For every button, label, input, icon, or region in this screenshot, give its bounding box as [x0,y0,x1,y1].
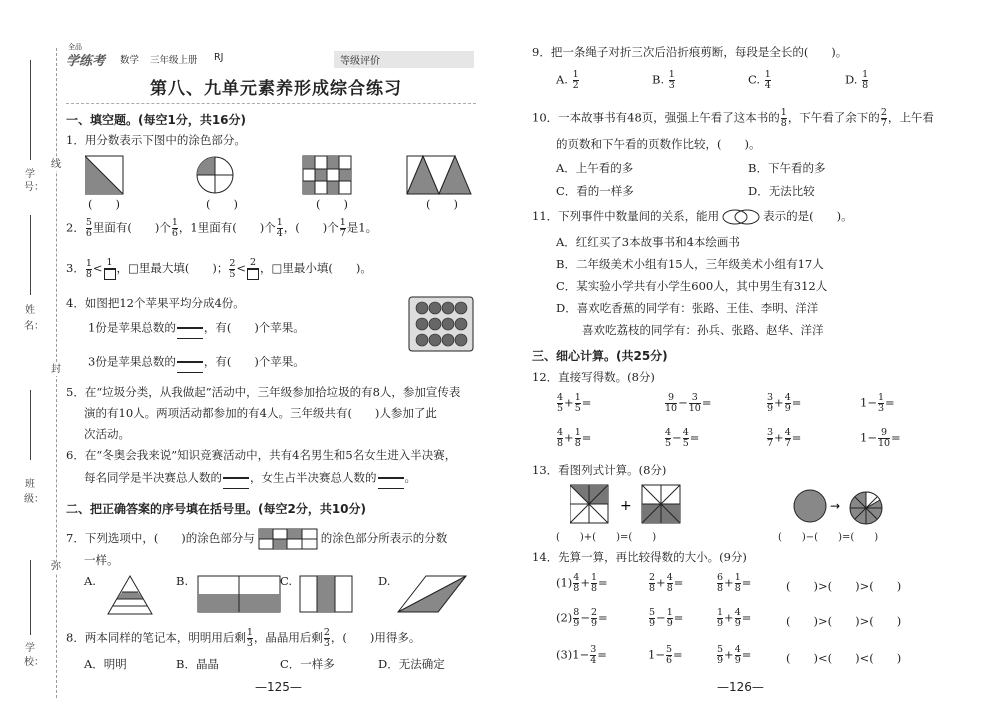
name-line [30,215,31,295]
compare-blank-2[interactable]: ( )>( )>( ) [786,614,902,628]
q10-option-a[interactable]: A．上午看的多 [556,161,634,175]
svg-text:→: → [830,499,841,513]
book-volume: 三年级上册 [150,55,198,66]
calc-item: 1− $\frac{1}{3}$ = [860,392,895,414]
question-7: 7．下列选项中，( )的涂色部分与 的涂色部分所表示的分数 [66,528,447,550]
svg-text:+: + [620,498,632,514]
question-10: 10．一本故事书有48页，强强上午看了这本书的 $\frac{1}{8}$ ，下午看了余下的 $\frac{2}{7}$ ，上午看 [532,107,934,129]
margin-label: 封 [51,364,61,375]
q11-option-d-line2: 喜欢吃荔枝的同学有：孙兵、张路、赵华、洋洋 [582,323,824,337]
option-c-rect [300,576,352,612]
calc-item: 1− $\frac{5}{6}$ = [648,644,683,666]
calc-item: $\frac{4}{5}$ − $\frac{4}{5}$ = [665,427,700,449]
q10-option-b[interactable]: B．下午看的多 [748,161,826,175]
question-10-cont: 的页数和下午看的页数作比较，( )。 [556,137,761,151]
calc-item: $\frac{5}{9}$ − $\frac{1}{9}$ = [649,607,684,629]
answer-blank[interactable]: ( ) [316,197,348,211]
option-b-rect [198,576,280,612]
grade-label: 等级评价 [334,51,474,68]
fraction: $\frac{1}{7}$ [339,217,346,239]
q11-option-a[interactable]: A．红红买了3本故事书和4本绘画书 [556,235,740,249]
q13-figures [570,484,900,526]
q9-option-d[interactable]: D. $\frac{1}{8}$ [845,69,869,91]
q8-option-a[interactable]: A．明明 [84,657,127,671]
calc-item: $\frac{3}{7}$ + $\frac{4}{7}$ = [767,427,802,449]
page-title: 第八、九单元素养形成综合练习 [150,79,402,99]
question-1: 1．用分数表示下图中的涂色部分。 [66,133,246,147]
option-d-parallelogram [398,576,466,612]
compare-blank-1[interactable]: ( )>( )>( ) [786,579,902,593]
section-3-heading: 三、细心计算。(共25分) [532,349,668,363]
margin-label: 姓 [25,305,35,316]
fraction: $\frac{1}{6}$ [171,217,178,239]
calc-item: $\frac{6}{8}$ + $\frac{1}{8}$ = [717,572,752,594]
question-5-line3: 次活动。 [84,427,130,441]
figure-grid-rects [303,156,351,194]
calc-item: $\frac{1}{9}$ + $\frac{4}{9}$ = [717,607,752,629]
q9-option-b[interactable]: B. $\frac{1}{3}$ [652,69,675,91]
question-8: 8．两本同样的笔记本，明明用后剩 $\frac{1}{3}$ ，晶晶用后剩 $\frac{2}{3}$ ，( )用得多。 [66,627,421,649]
margin-label: 校： [24,657,44,668]
calc-item: $\frac{5}{9}$ + $\frac{4}{9}$ = [717,644,752,666]
q9-option-a[interactable]: A. $\frac{1}{2}$ [556,69,579,91]
q10-option-c[interactable]: C．看的一样多 [556,184,634,198]
subject: 数学 [120,55,140,66]
margin-label: 弥 [51,561,61,572]
compare-row-1: (1) $\frac{4}{8}$ + $\frac{1}{8}$ = [556,572,608,594]
square-eighths-b [642,485,680,523]
compare-row-3: (3)1− $\frac{3}{4}$ = [556,644,607,666]
fraction: $\frac{1}{4}$ [276,217,283,239]
question-6-line2: 每名同学是半决赛总人数的 ，女生占半决赛总人数的 。 [84,468,416,489]
compare-row-2: (2) $\frac{8}{9}$ − $\frac{2}{9}$ = [556,607,608,629]
answer-blank[interactable]: ( ) [426,197,458,211]
answer-blank[interactable]: ( ) [206,197,238,211]
margin-label: 号： [24,182,44,193]
question-14: 14．先算一算，再比较得数的大小。(9分) [532,550,747,564]
question-4-part2: 3份是苹果总数的 ，有( )个苹果。 [88,352,305,373]
q8-option-c[interactable]: C．一样多 [280,657,335,671]
brand-logo-small: 全品 [68,43,82,51]
question-6-line1: 6．在“冬奥会我来说”知识竞赛活动中，共有4名男生和5名女生进入半决赛， [66,448,457,462]
circle-cut [850,492,882,524]
q7-option-b-label[interactable]: B. [176,574,189,588]
calc-item: $\frac{3}{9}$ + $\frac{4}{9}$ = [767,392,802,414]
margin-label: 学 [25,643,35,654]
page-header [66,43,476,69]
q7-option-c-label[interactable]: C. [280,574,293,588]
calc-item: $\frac{2}{8}$ + $\frac{4}{8}$ = [649,572,684,594]
fraction: $\frac{5}{6}$ [85,217,92,239]
q8-option-b[interactable]: B．晶晶 [176,657,219,671]
q7-reference-figure [258,528,318,550]
calc-item: 1− $\frac{9}{10}$ = [860,427,901,449]
school-line [30,560,31,635]
figure-circle-quarters [197,157,233,193]
apple-tray-image [408,296,474,352]
section-1-heading: 一、填空题。(每空1分，共16分) [66,113,247,127]
option-a-triangle [108,576,152,614]
circle-full [794,490,826,522]
class-line [30,390,31,460]
question-9: 9．把一条绳子对折三次后沿折痕剪断，每段是全长的( )。 [532,45,848,59]
divider [66,103,476,104]
q7-option-a-label[interactable]: A. [84,574,96,588]
margin-label: 名： [24,321,44,332]
question-5-line1: 5．在“垃圾分类，从我做起”活动中，三年级参加拾垃圾的有8人，参加宣传表 [66,385,461,399]
calc-item: $\frac{9}{10}$ − $\frac{3}{10}$ = [665,392,712,414]
venn-diagram-icon [721,209,761,225]
page-number-left: —125— [255,680,302,694]
id-line [30,60,31,160]
section-2-heading: 二、把正确答案的序号填在括号里。(每空2分，共10分) [66,502,367,516]
question-13: 13．看图列式计算。(8分) [532,463,667,477]
q8-option-d[interactable]: D．无法确定 [378,657,445,671]
q7-option-figures [100,574,470,616]
compare-blank-3[interactable]: ( )<( )<( ) [786,651,902,665]
q11-option-c[interactable]: C．某实验小学共有小学生600人，其中男生有312人 [556,279,828,293]
q9-option-c[interactable]: C. $\frac{1}{4}$ [748,69,771,91]
question-4-part1: 1份是苹果总数的 ，有( )个苹果。 [88,318,305,339]
q13-answer-2[interactable]: ( )−( )=( ) [778,532,879,543]
margin-label: 学 [25,169,35,180]
question-12: 12．直接写得数。(8分) [532,370,655,384]
figure-triangles [407,156,471,194]
edition: RJ [214,52,224,63]
q11-option-d[interactable]: D．喜欢吃香蕉的同学有：张路、王佳、李明、洋洋 [556,301,819,315]
binding-margin [0,0,60,722]
q10-option-d[interactable]: D．无法比较 [748,184,815,198]
margin-label: 班 [25,479,35,490]
brand-logo: 学练考 [66,54,106,69]
q13-answer-1[interactable]: ( )+( )=( ) [556,532,657,543]
question-3: 3． $\frac{1}{8}$ < 1 ，□里最大填( )； $\frac{2}{5}$ < 2 ，□里最小填( )。 [66,257,372,280]
calc-item: $\frac{4}{8}$ + $\frac{1}{8}$ = [557,427,592,449]
question-4: 4．如图把12个苹果平均分成4份。 [66,296,245,310]
answer-blank[interactable]: ( ) [88,197,120,211]
q7-option-d-label[interactable]: D. [378,574,391,588]
question-11: 11．下列事件中数量间的关系，能用 表示的是( )。 [532,209,853,223]
margin-label: 线 [51,159,61,170]
page-number-right: —126— [717,680,764,694]
figure-square-triangle [85,156,123,194]
question-5-line2: 演的有10人。两项活动都参加的有4人。三年级共有( )人参加了此 [84,406,437,420]
square-eighths-a [570,485,608,523]
question-7-cont: 一样。 [84,553,119,567]
q11-option-b[interactable]: B．二年级美术小组有15人，三年级美术小组有17人 [556,257,824,271]
margin-label: 级： [24,494,44,505]
calc-item: $\frac{4}{5}$ + $\frac{1}{5}$ = [557,392,592,414]
q1-figures [85,155,475,197]
question-2: 2． $\frac{5}{6}$ 里面有( )个 $\frac{1}{6}$ ，1里面有( )个 $\frac{1}{4}$ ，( )个 $\frac{1}{7}$ 是1。 [66,217,378,239]
